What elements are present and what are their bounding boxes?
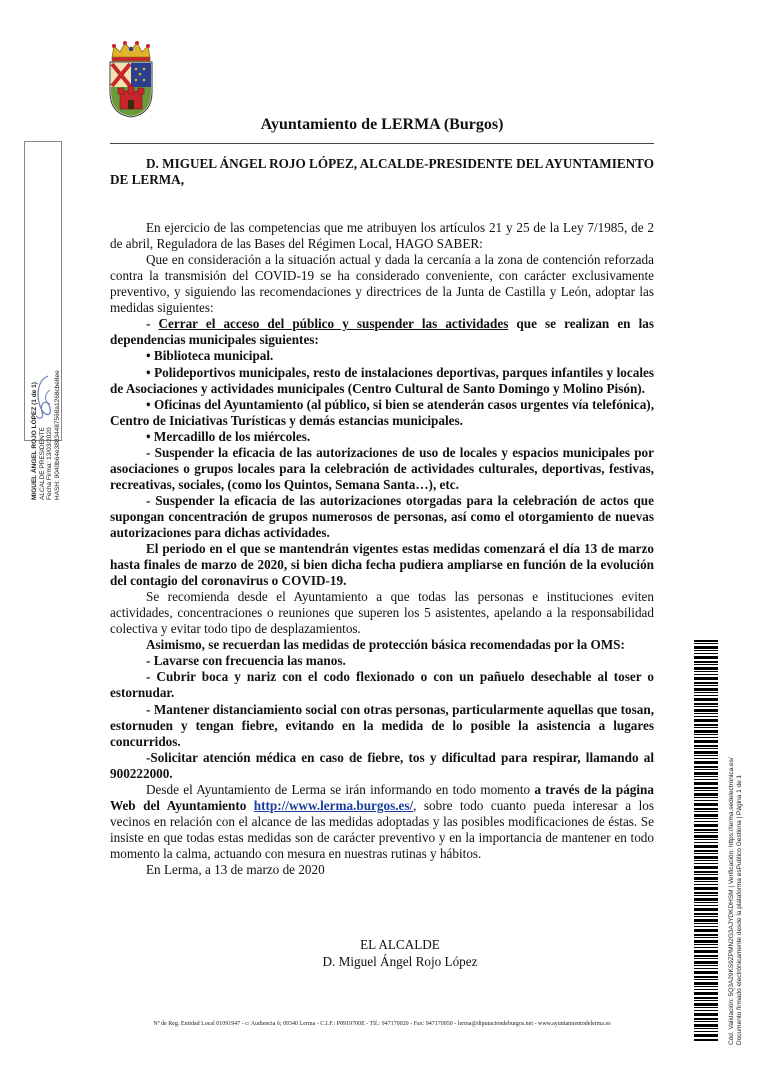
page-title: Ayuntamiento de LERMA (Burgos)	[260, 116, 504, 133]
barcode-icon	[694, 640, 718, 1042]
info-text-a: Desde el Ayuntamiento de Lerma se irán informando en todo momento	[146, 781, 535, 797]
measure-suspend-actos: - Suspender la eficacia de las autorizaciones otorgadas para la celebración de actos que supongan concentración de grupos numerosos de personas, así como el otorgamiento de nuevas autorizaciones para dichas actividades.	[110, 492, 654, 540]
handwritten-signature	[30, 372, 58, 424]
paragraph-periodo: El periodo en el que se mantendrán vigentes estas medidas comenzará el día 13 de marzo hasta finales de marzo de 2020, si bien dicha fecha pudiera ampliarse en función de la evolución del contagio del coronavirus o COVID-19.	[110, 541, 654, 589]
validation-text	[728, 645, 744, 1045]
coat-of-arms-icon	[106, 40, 156, 118]
paragraph-oms: Asimismo, se recuerdan las medidas de protección básica recomendadas por la OMS:	[146, 637, 625, 653]
measure-rest: que se realizan en las dependencias municipales siguientes:	[110, 316, 654, 348]
measure-close-access	[110, 316, 654, 348]
signature-name: D. Miguel Ángel Rojo López	[322, 954, 478, 969]
measure-prefix: -	[146, 316, 159, 332]
signature-role: EL ALCALDE	[360, 937, 440, 952]
website-link[interactable]: http://www.lerma.burgos.es/	[253, 797, 414, 813]
list-item: - Cubrir boca y nariz con el codo flexionado o con un pañuelo desechable al toser o estornudar.	[110, 669, 654, 701]
paragraph-consideracion: Que en consideración a la situación actual y dada la cercanía a la zona de contención reforzada contra la transmisión del COVID-19 se ha considerado conveniente, con carácter exclusivamente preventivo, y siguiendo las recomendaciones y directrices de la Junta de Castilla y León, adoptar las medidas siguientes:	[110, 252, 654, 316]
paragraph-competencias: En ejercicio de las competencias que me atribuyen los artículos 21 y 25 de la Ley 7/1985, de 2 de abril, Reguladora de las Bases del Régimen Local, HAGO SABER:	[110, 220, 654, 252]
addressee: D. MIGUEL ÁNGEL ROJO LÓPEZ, ALCALDE-PRESIDENTE DEL AYUNTAMIENTO DE LERMA,	[110, 156, 654, 188]
stamp-date: Fecha Firma: 13/03/2020	[46, 427, 53, 500]
footer-address: Nº de Reg. Entidad Local 01091947 - c/ Audiencia 6; 09340 Lerma - C.I.F.: P0919700E - Tlf.: 947170020 - Fax: 947170950 - lerma@diputaciondeburgos.net - www.ayuntamientodelerma.es	[153, 1021, 611, 1027]
list-item: - Mantener distanciamiento social con otras personas, particularmente aquellas que tosan, estornuden y tengan fiebre, evitando en la medida de lo posible la asistencia a lugares concurridos.	[110, 701, 654, 749]
title-divider	[110, 143, 654, 144]
stamp-hash: HASH: 9040b64e38834487568a1268cbe8ee	[53, 370, 61, 500]
info-text-b: , sobre todo cuanto pueda interesar a los vecinos en relación con el alcance de las medidas adoptadas y las posibles modificaciones de éstas. Se insiste en que todas estas medidas son de carácter preventivo y en la importancia de mantener en todo momento la calma, actuando con mesura en nuestras rutinas y hábitos.	[110, 797, 655, 861]
signature-block	[240, 936, 560, 970]
list-item: • Oficinas del Ayuntamiento (al público, si bien se atenderán casos urgentes vía telefónica), Centro de Iniciativas Turísticas y demás estancias municipales.	[110, 396, 654, 428]
measure-suspend-locales: - Suspender la eficacia de las autorizaciones de uso de locales y espacios municipales por asociaciones o grupos locales para la celebración de actividades culturales, deportivas, festivas, recreativas, sociales, (como los Quintos, Semana Santa…), etc.	[110, 444, 654, 492]
info-bold: a través de la página Web del Ayuntamiento	[110, 781, 654, 813]
paragraph-recomendacion: Se recomienda desde el Ayuntamiento a que todas las personas e instituciones eviten actividades, concentraciones o reuniones que superen los 5 asistentes, apelando a la responsabilidad colectiva y evitar todo tipo de desplazamientos.	[110, 589, 654, 637]
validation-line-1: Cód. Validación: 5Q3A29KS9ZPMN2G3AJYDKDHSM | Verificación: https://lerma.sedelectronica.es/	[728, 757, 735, 1045]
measure-underlined: Cerrar el acceso del público y suspender las actividades	[158, 316, 509, 332]
list-item: • Polideportivos municipales, resto de instalaciones deportivas, parques infantiles y locales de Asociaciones y actividades municipales (Centro Cultural de Santo Domingo y Molino Pisón).	[110, 364, 654, 396]
document-body	[110, 156, 654, 878]
list-item: • Mercadillo de los miércoles.	[146, 428, 311, 444]
list-item: • Biblioteca municipal.	[146, 348, 274, 364]
list-item: -Solicitar atención médica en caso de fiebre, tos y dificultad para respirar, llamando al 900222000.	[110, 749, 654, 781]
place-date: En Lerma, a 13 de marzo de 2020	[146, 861, 325, 877]
stamp-role: ALCALDE PRESIDENTE	[38, 427, 46, 500]
validation-line-2: Documento firmado electrónicamente desde la plataforma esPublico Gestiona | Página 1 de 1	[736, 774, 743, 1045]
list-item: - Lavarse con frecuencia las manos.	[146, 653, 346, 669]
stamp-signer: MIGUEL ÁNGEL ROJO LÓPEZ (1 de 1)	[31, 382, 38, 500]
paragraph-informacion	[110, 782, 654, 862]
